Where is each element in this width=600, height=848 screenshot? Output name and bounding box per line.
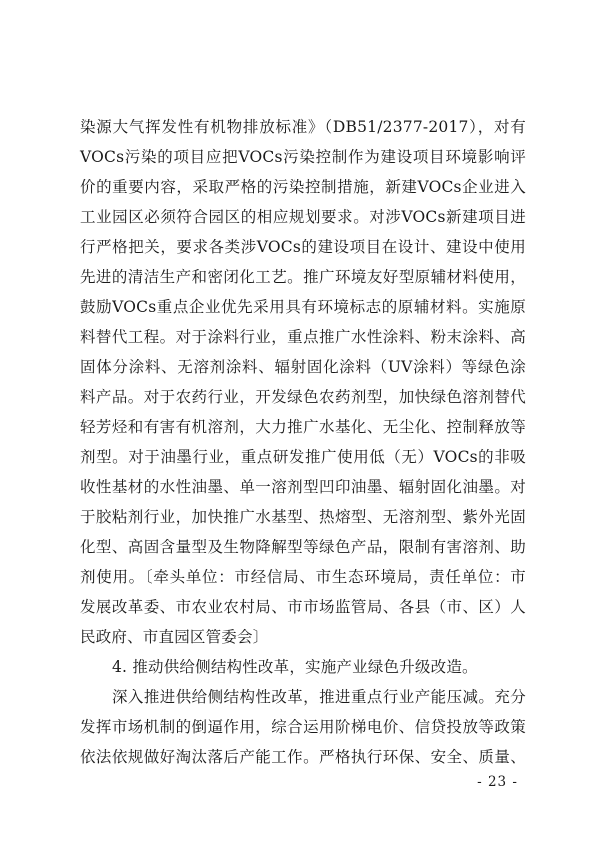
text-line: 价的重要内容，采取严格的污染控制措施，新建VOCs企业进入 — [80, 178, 526, 196]
text-line: 行严格把关，要求各类涉VOCs的建设项目在设计、建设中使用 — [80, 238, 526, 256]
text-line: 化型、高固含量型及生物降解型等绿色产品，限制有害溶剂、助 — [80, 538, 526, 556]
text-line: 鼓励VOCs重点企业优先采用具有环境标志的原辅材料。实施原 — [80, 298, 526, 316]
text-line: 先进的清洁生产和密闭化工艺。推广环境友好型原辅材料使用， — [80, 268, 526, 286]
text-line: 工业园区必须符合园区的相应规划要求。对涉VOCs新建项目进 — [80, 208, 526, 226]
text-line: 发挥市场机制的倒逼作用，综合运用阶梯电价、信贷投放等政策 — [80, 718, 526, 736]
text-line: 料产品。对于农药行业，开发绿色农药剂型，加快绿色溶剂替代 — [80, 388, 526, 406]
page-number: - 23 - — [477, 774, 518, 790]
text-line: 依法依规做好淘汰落后产能工作。严格执行环保、安全、质量、 — [80, 748, 526, 766]
text-line: 料替代工程。对于涂料行业，重点推广水性涂料、粉末涂料、高 — [80, 328, 526, 346]
text-line: 于胶粘剂行业，加快推广水基型、热熔型、无溶剂型、紫外光固 — [80, 508, 526, 526]
text-line: 染源大气挥发性有机物排放标准》（DB51/2377-2017），对有 — [80, 118, 526, 136]
text-line: 深入推进供给侧结构性改革，推进重点行业产能压减。充分 — [112, 688, 526, 706]
text-line: 收性基材的水性油墨、单一溶剂型凹印油墨、辐射固化油墨。对 — [80, 478, 526, 496]
text-line: 轻芳烃和有害有机溶剂，大力推广水基化、无尘化、控制释放等 — [80, 418, 526, 436]
text-line: 发展改革委、市农业农村局、市市场监管局、各县（市、区）人 — [80, 598, 526, 616]
text-line: 剂型。对于油墨行业，重点研发推广使用低（无）VOCs的非吸 — [80, 448, 526, 466]
text-line: VOCs污染的项目应把VOCs污染控制作为建设项目环境影响评 — [80, 148, 526, 166]
text-line: 固体分涂料、无溶剂涂料、辐射固化涂料（UV涂料）等绿色涂 — [80, 358, 526, 376]
section-heading: 4. 推动供给侧结构性改革，实施产业绿色升级改造。 — [112, 658, 478, 676]
text-line: 剂使用。〔牵头单位：市经信局、市生态环境局，责任单位：市 — [80, 568, 526, 586]
text-line: 民政府、市直园区管委会〕 — [80, 628, 269, 646]
